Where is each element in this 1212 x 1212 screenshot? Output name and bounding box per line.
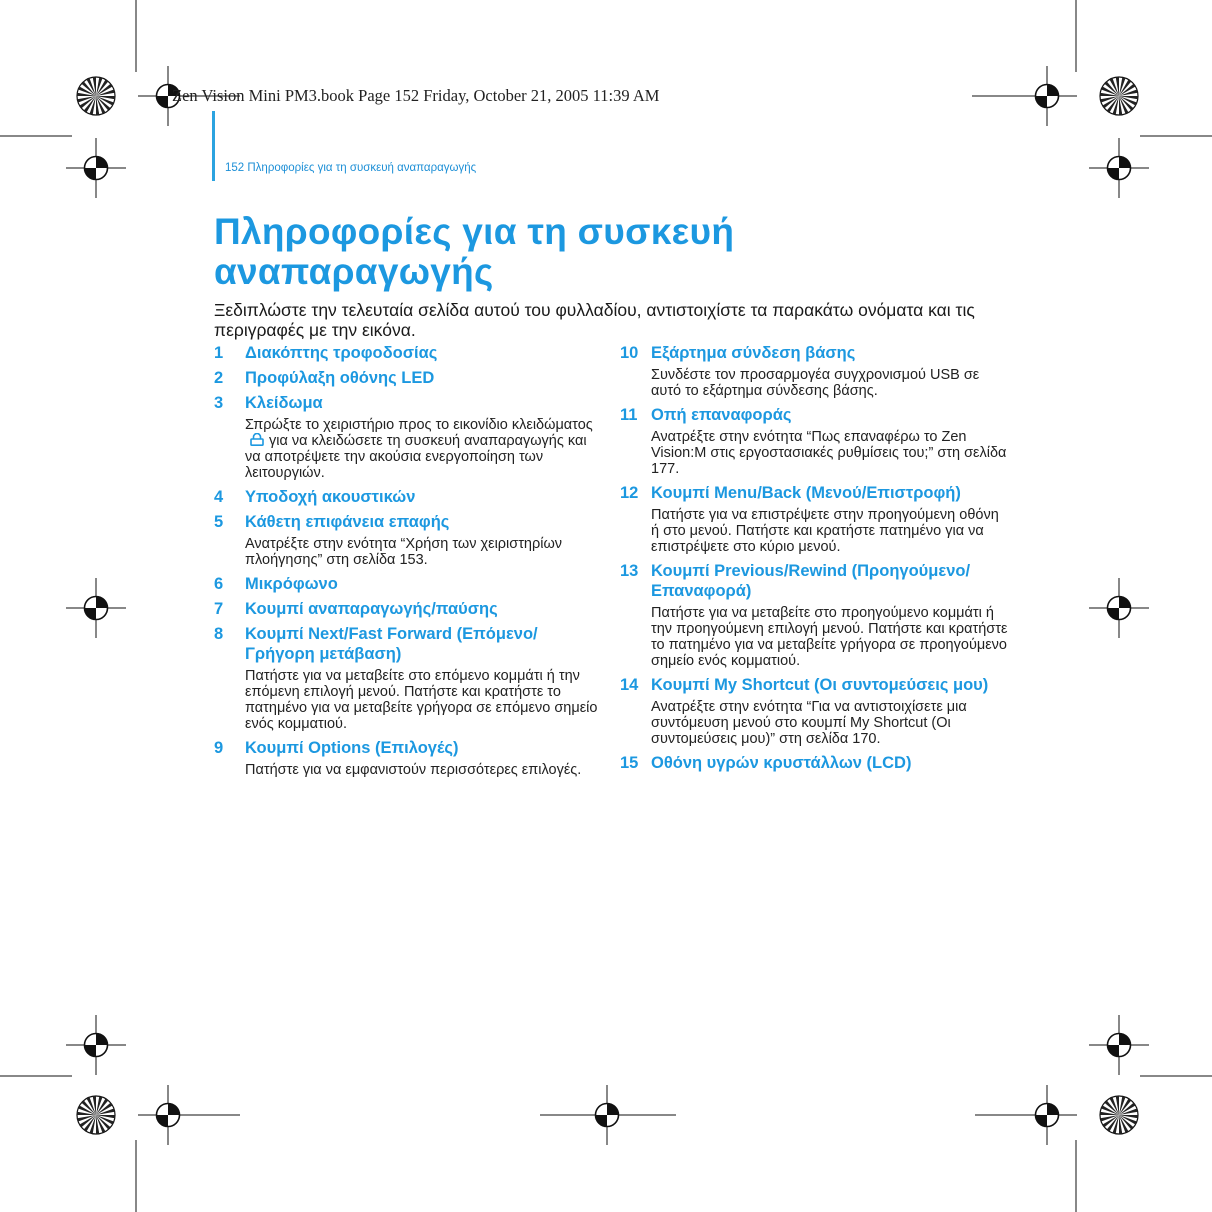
registration-mark	[85, 597, 108, 620]
list-item	[620, 343, 1010, 399]
running-head: 152 Πληροφορίες για τη συσκευή αναπαραγωγής	[225, 162, 477, 174]
item-heading: Κουμπί αναπαραγωγής/παύσης	[245, 600, 498, 618]
item-heading: Οπή επαναφοράς	[651, 406, 792, 424]
list-item	[620, 405, 1010, 477]
item-heading: Υποδοχή ακουστικών	[245, 488, 416, 506]
registration-mark	[157, 1104, 180, 1127]
item-heading: Κουμπί Options (Επιλογές)	[245, 739, 459, 757]
item-heading: Κάθετη επιφάνεια επαφής	[245, 513, 450, 531]
item-description-before: Σπρώξτε το χειριστήριο προς το εικονίδιο κλειδώματος	[245, 417, 593, 433]
item-number: 11	[620, 406, 638, 424]
item-number: 12	[620, 484, 639, 502]
list-item	[620, 561, 1010, 669]
item-heading: Προφύλαξη οθόνης LED	[245, 369, 435, 387]
list-item	[214, 368, 604, 388]
item-heading: Κουμπί Menu/Back (Μενού/Επιστροφή)	[651, 484, 961, 502]
list-item	[214, 512, 604, 568]
margin-bar	[212, 111, 215, 181]
item-number: 7	[214, 600, 224, 618]
starburst-mark	[1100, 77, 1138, 115]
registration-mark	[596, 1104, 619, 1127]
list-item	[620, 753, 1010, 773]
registration-mark	[1108, 157, 1131, 180]
list-item	[214, 599, 604, 619]
starburst-mark	[77, 77, 115, 115]
intro-paragraph: Ξεδιπλώστε την τελευταία σελίδα αυτού του φυλλαδίου, αντιστοιχίστε τα παρακάτω ονόματα και τις περιγραφές με την εικόνα.	[214, 300, 975, 340]
registration-mark	[1036, 1104, 1059, 1127]
items-column-left	[214, 343, 604, 778]
list-item	[214, 738, 604, 778]
item-heading: Κουμπί My Shortcut (Οι συντομεύσεις μου)	[651, 676, 989, 694]
item-description	[245, 417, 604, 481]
item-description: Πατήστε για να επιστρέψετε στην προηγούμενη οθόνη ή στο μενού. Πατήστε και κρατήστε πατημένο για να επιστρέψετε στο κύριο μενού.	[651, 507, 999, 555]
item-number: 1	[214, 344, 224, 362]
lock-icon	[250, 433, 264, 446]
item-number: 4	[214, 488, 224, 506]
item-number: 10	[620, 344, 639, 362]
item-number: 9	[214, 739, 224, 757]
list-item	[214, 393, 604, 481]
item-description: Πατήστε για να μεταβείτε στο επόμενο κομμάτι ή την επόμενη επιλογή μενού. Πατήστε και κρατήστε το πατημένο για να μεταβείτε γρήγορα σε επόμενο σημείο ενός κομματιού.	[245, 668, 598, 732]
list-item	[214, 574, 604, 594]
item-heading: Οθόνη υγρών κρυστάλλων (LCD)	[651, 754, 912, 772]
item-description-after: για να κλειδώσετε τη συσκευή αναπαραγωγής και να αποτρέψετε την ακούσια ενεργοποίηση των λειτουργιών.	[245, 433, 587, 481]
list-item	[214, 487, 604, 507]
registration-mark	[1108, 1034, 1131, 1057]
list-item	[214, 624, 604, 732]
item-heading: Κλείδωμα	[245, 394, 323, 412]
item-heading: Διακόπτης τροφοδοσίας	[245, 344, 438, 362]
item-heading: Κουμπί Next/Fast Forward (Επόμενο/Γρήγορη μετάβαση)	[245, 625, 538, 663]
book-header: Zen Vision Mini PM3.book Page 152 Friday, October 21, 2005 11:39 AM	[172, 86, 660, 105]
item-number: 3	[214, 394, 224, 412]
starburst-mark	[1100, 1096, 1138, 1134]
item-number: 14	[620, 676, 639, 694]
list-item	[620, 675, 1010, 747]
item-number: 2	[214, 369, 224, 387]
registration-mark	[85, 1034, 108, 1057]
item-number: 6	[214, 575, 224, 593]
item-description: Ανατρέξτε στην ενότητα “Για να αντιστοιχίσετε μια συντόμευση μενού στο κουμπί My Shortcut (Οι συντομεύσεις μου)” στη σελίδα 170.	[651, 699, 967, 747]
starburst-mark	[77, 1096, 115, 1134]
item-number: 8	[214, 625, 224, 643]
item-heading: Κουμπί Previous/Rewind (Προηγούμενο/Επαναφορά)	[651, 562, 971, 600]
item-number: 13	[620, 562, 639, 580]
item-number: 5	[214, 513, 224, 531]
item-description: Πατήστε για να μεταβείτε στο προηγούμενο κομμάτι ή την προηγούμενη επιλογή μενού. Πατήστε και κρατήστε το πατημένο για να μεταβείτε γρήγορα σε προηγούμενο σημείο ενός κομματιού.	[651, 605, 1008, 669]
list-item	[214, 343, 604, 363]
item-number: 15	[620, 754, 639, 772]
page-title: Πληροφορίες για τη συσκευή αναπαραγωγής	[214, 211, 735, 292]
item-heading: Μικρόφωνο	[245, 575, 338, 593]
registration-mark	[1036, 85, 1059, 108]
item-description: Πατήστε για να εμφανιστούν περισσότερες επιλογές.	[245, 762, 582, 778]
items-column-right	[620, 343, 1010, 773]
item-heading: Εξάρτημα σύνδεση βάσης	[651, 344, 856, 362]
registration-mark	[85, 157, 108, 180]
registration-mark	[1108, 597, 1131, 620]
item-description: Συνδέστε τον προσαρμογέα συγχρονισμού USB σε αυτό το εξάρτημα σύνδεσης βάσης.	[651, 367, 980, 399]
list-item	[620, 483, 1010, 555]
item-description: Ανατρέξτε στην ενότητα “Πως επαναφέρω το Zen Vision:M στις εργοστασιακές ρυθμίσεις του;” στη σελίδα 177.	[651, 429, 1007, 477]
item-description: Ανατρέξτε στην ενότητα “Χρήση των χειριστηρίων πλοήγησης” στη σελίδα 153.	[245, 536, 563, 568]
